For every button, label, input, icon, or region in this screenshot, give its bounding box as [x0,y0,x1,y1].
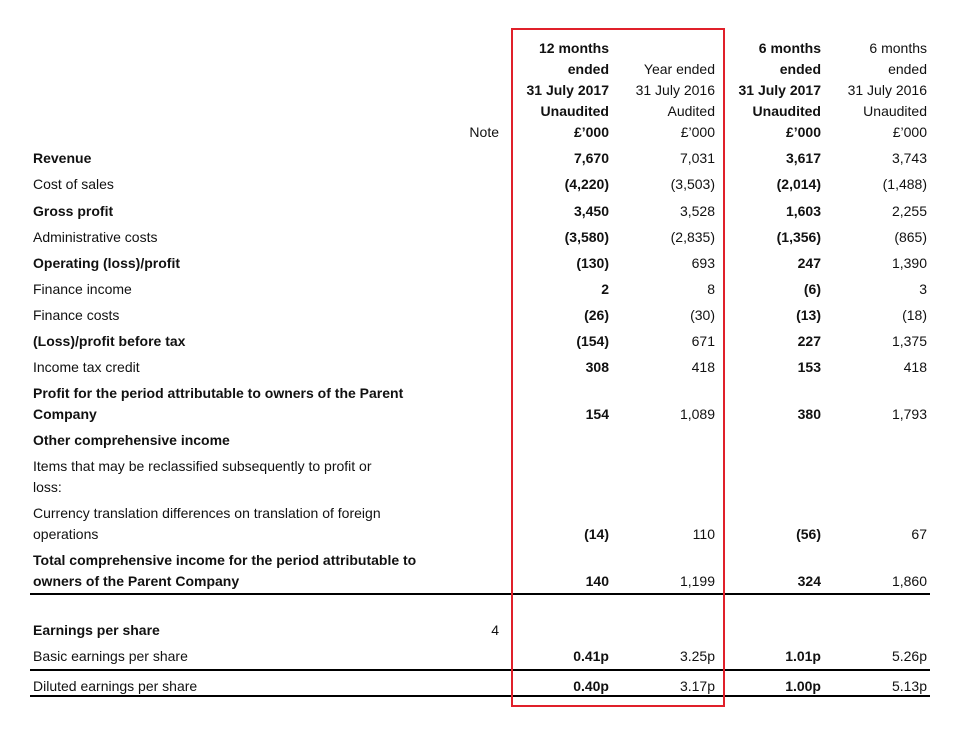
row-label: Income tax credit [33,359,140,375]
column-header-line: 31 July 2016 [847,82,927,98]
column-header-line: Unaudited [752,103,821,119]
row-value: 0.40p [573,678,609,694]
row-value: (56) [796,526,821,542]
highlight-box [511,28,725,707]
row-value: 2,255 [891,203,927,219]
row-value: 1,390 [891,255,927,271]
column-header-line: Year ended [643,61,715,77]
row-value: 3.25p [679,648,715,664]
row-value: 140 [585,573,609,589]
row-label: Company [33,406,97,422]
row-value: 2 [601,281,609,297]
row-label: Earnings per share [33,622,160,638]
row-value: 1.01p [785,648,821,664]
column-header-line: 31 July 2017 [738,82,821,98]
row-value: 3,617 [785,150,821,166]
row-value: 1.00p [785,678,821,694]
row-value: 1,089 [679,406,715,422]
row-label: Operating (loss)/profit [33,255,180,271]
row-value: 1,375 [891,333,927,349]
row-value: (14) [584,526,609,542]
table-rule [30,669,930,671]
row-value: (1,488) [882,176,927,192]
row-value: (30) [690,307,715,323]
row-label: Cost of sales [33,176,114,192]
row-value: 1,793 [891,406,927,422]
row-label: Diluted earnings per share [33,678,198,694]
row-value: 7,670 [573,150,609,166]
row-value: 67 [911,526,927,542]
row-value: 693 [691,255,715,271]
row-value: 418 [903,359,927,375]
row-label: loss: [33,479,62,495]
column-header-line: Unaudited [540,103,609,119]
row-value: (130) [576,255,609,271]
table-rule [30,593,930,595]
row-label: Administrative costs [33,229,158,245]
row-value: (4,220) [564,176,609,192]
note-reference: 4 [491,622,499,638]
row-label: Other comprehensive income [33,432,230,448]
row-label: Finance income [33,281,132,297]
row-label: Total comprehensive income for the period attributable to [33,552,417,568]
row-value: 0.41p [573,648,609,664]
row-value: (154) [576,333,609,349]
column-header-line: Unaudited [863,103,927,119]
column-header-line: 12 months [538,40,609,56]
column-header-line: ended [779,61,821,77]
row-value: 153 [797,359,821,375]
row-value: (6) [803,281,821,297]
row-value: (3,503) [670,176,715,192]
row-value: 671 [691,333,715,349]
row-value: 1,860 [891,573,927,589]
row-value: 3,743 [891,150,927,166]
row-value: (26) [584,307,609,323]
row-label: (Loss)/profit before tax [33,333,186,349]
row-value: 8 [707,281,715,297]
row-value: 324 [797,573,821,589]
row-value: 3,450 [573,203,609,219]
row-label: Gross profit [33,203,114,219]
column-header-line: 6 months [869,40,927,56]
row-value: 1,603 [785,203,821,219]
row-value: 3.17p [679,678,715,694]
column-header-line: 6 months [758,40,821,56]
row-label: Profit for the period attributable to owners of the Parent [33,385,404,401]
row-value: 7,031 [679,150,715,166]
row-value: 3,528 [679,203,715,219]
row-value: 154 [585,406,609,422]
row-value: 5.13p [891,678,927,694]
row-label: Revenue [33,150,92,166]
table-rule [30,695,930,697]
column-header-line: £’000 [785,124,821,140]
row-value: 5.26p [891,648,927,664]
row-value: 380 [797,406,821,422]
row-value: (1,356) [776,229,821,245]
note-column-header: Note [469,124,499,140]
row-label: Basic earnings per share [33,648,188,664]
column-header-line: £’000 [892,124,927,140]
row-value: (865) [894,229,927,245]
row-value: 418 [691,359,715,375]
row-value: (13) [796,307,821,323]
row-label: operations [33,526,99,542]
row-value: 1,199 [679,573,715,589]
row-value: 247 [797,255,821,271]
column-header-line: £’000 [680,124,715,140]
column-header-line: £’000 [573,124,609,140]
row-label: Items that may be reclassified subsequently to profit or [33,458,372,474]
row-value: (2,835) [670,229,715,245]
column-header-line: Audited [667,103,715,119]
column-header-line: 31 July 2016 [635,82,715,98]
row-label: Finance costs [33,307,120,323]
column-header-line: ended [567,61,609,77]
row-value: (3,580) [564,229,609,245]
row-value: 227 [797,333,821,349]
row-value: 308 [585,359,609,375]
row-value: 3 [919,281,927,297]
column-header-line: ended [888,61,927,77]
row-value: 110 [692,526,715,542]
row-label: Currency translation differences on translation of foreign [33,505,381,521]
column-header-line: 31 July 2017 [526,82,609,98]
row-value: (18) [902,307,927,323]
row-value: (2,014) [776,176,821,192]
row-label: owners of the Parent Company [33,573,240,589]
